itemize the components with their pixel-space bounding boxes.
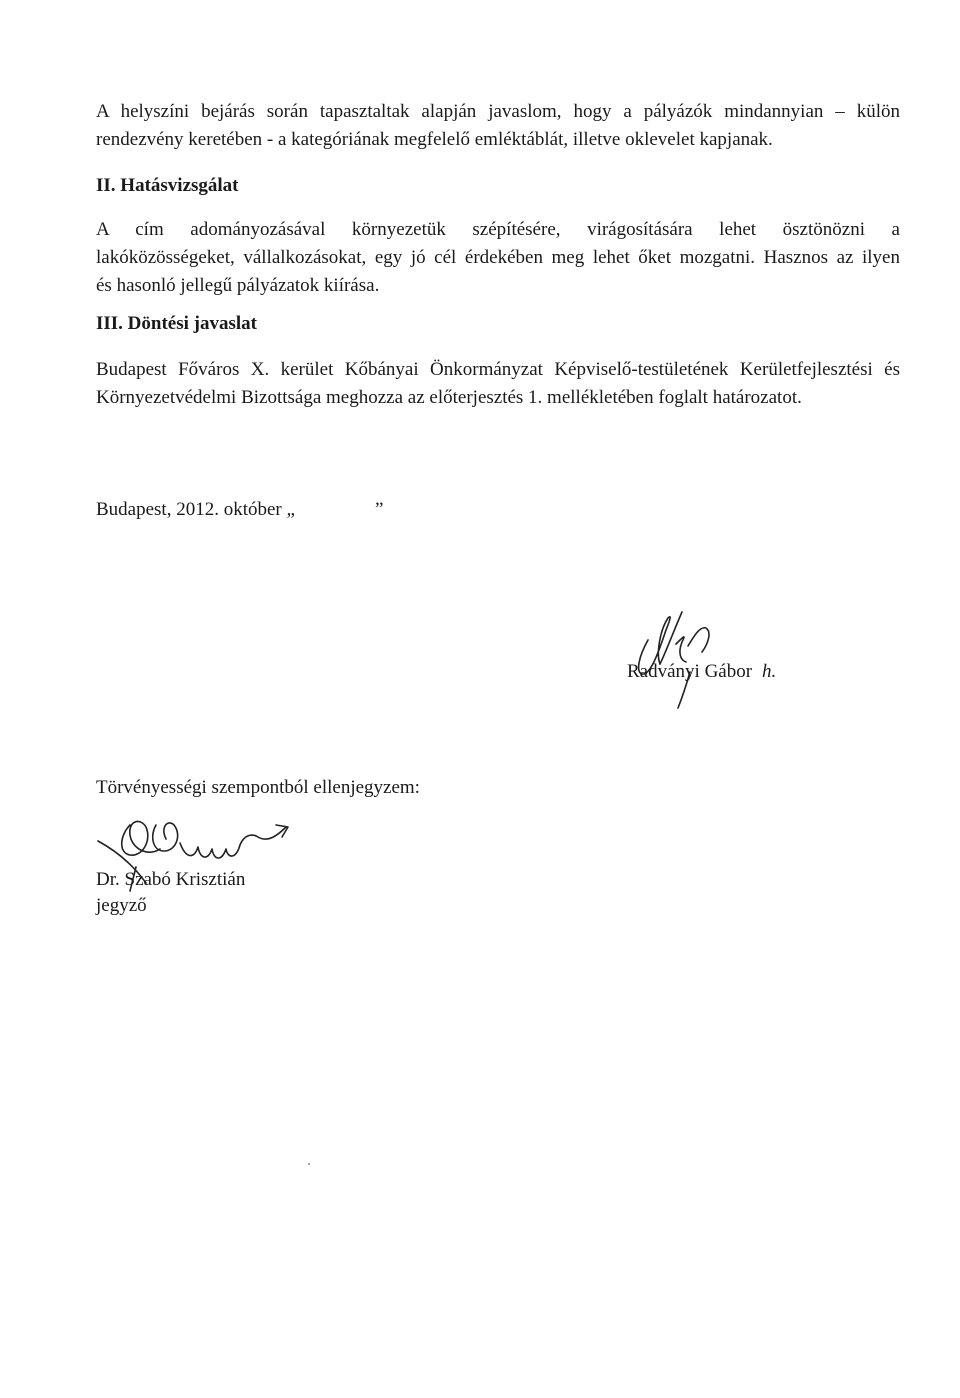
section-3-heading: III. Döntési javaslat: [96, 313, 257, 334]
countersign-label: Törvényességi szempontból ellenjegyzem:: [96, 777, 420, 798]
countersign-name: Dr. Szabó Krisztián: [96, 869, 246, 890]
date-closing-quote: ”: [375, 499, 384, 520]
intro-line-2: rendezvény keretében - a kategóriának megfelelő emléktáblát, illetve oklevelet kapjanak.: [96, 129, 773, 150]
section-2-heading: II. Hatásvizsgálat: [96, 175, 239, 196]
section-3-line-2: Környezetvédelmi Bizottsága meghozza az előterjesztés 1. mellékletében foglalt határozatot.: [96, 387, 802, 408]
section-3-paragraph: [96, 356, 900, 412]
countersign-role: jegyző: [96, 895, 147, 916]
section-2-line-1: A cím adományozásával környezetük szépítésére, virágosítására lehet ösztönözni a: [96, 219, 900, 240]
section-3-line-1: Budapest Főváros X. kerület Kőbányai Önkormányzat Képviselő-testületének Kerületfejlesztési és: [96, 359, 900, 380]
date-line: Budapest, 2012. október „: [96, 499, 295, 520]
signatory-1-name: Radványi Gábor: [627, 661, 753, 682]
section-2-line-2: lakóközösségeket, vállalkozásokat, egy jó cél érdekében meg lehet őket mozgatni. Hasznos az ilyen: [96, 247, 900, 268]
intro-paragraph: [96, 98, 900, 154]
scan-speck: [308, 1163, 310, 1165]
intro-line-1: A helyszíni bejárás során tapasztaltak alapján javaslom, hogy a pályázók mindannyian – külön: [96, 101, 900, 122]
signatory-1-mark: h.: [762, 661, 777, 682]
section-2-line-3: és hasonló jellegű pályázatok kiírása.: [96, 275, 380, 296]
section-2-paragraph: [96, 216, 900, 300]
